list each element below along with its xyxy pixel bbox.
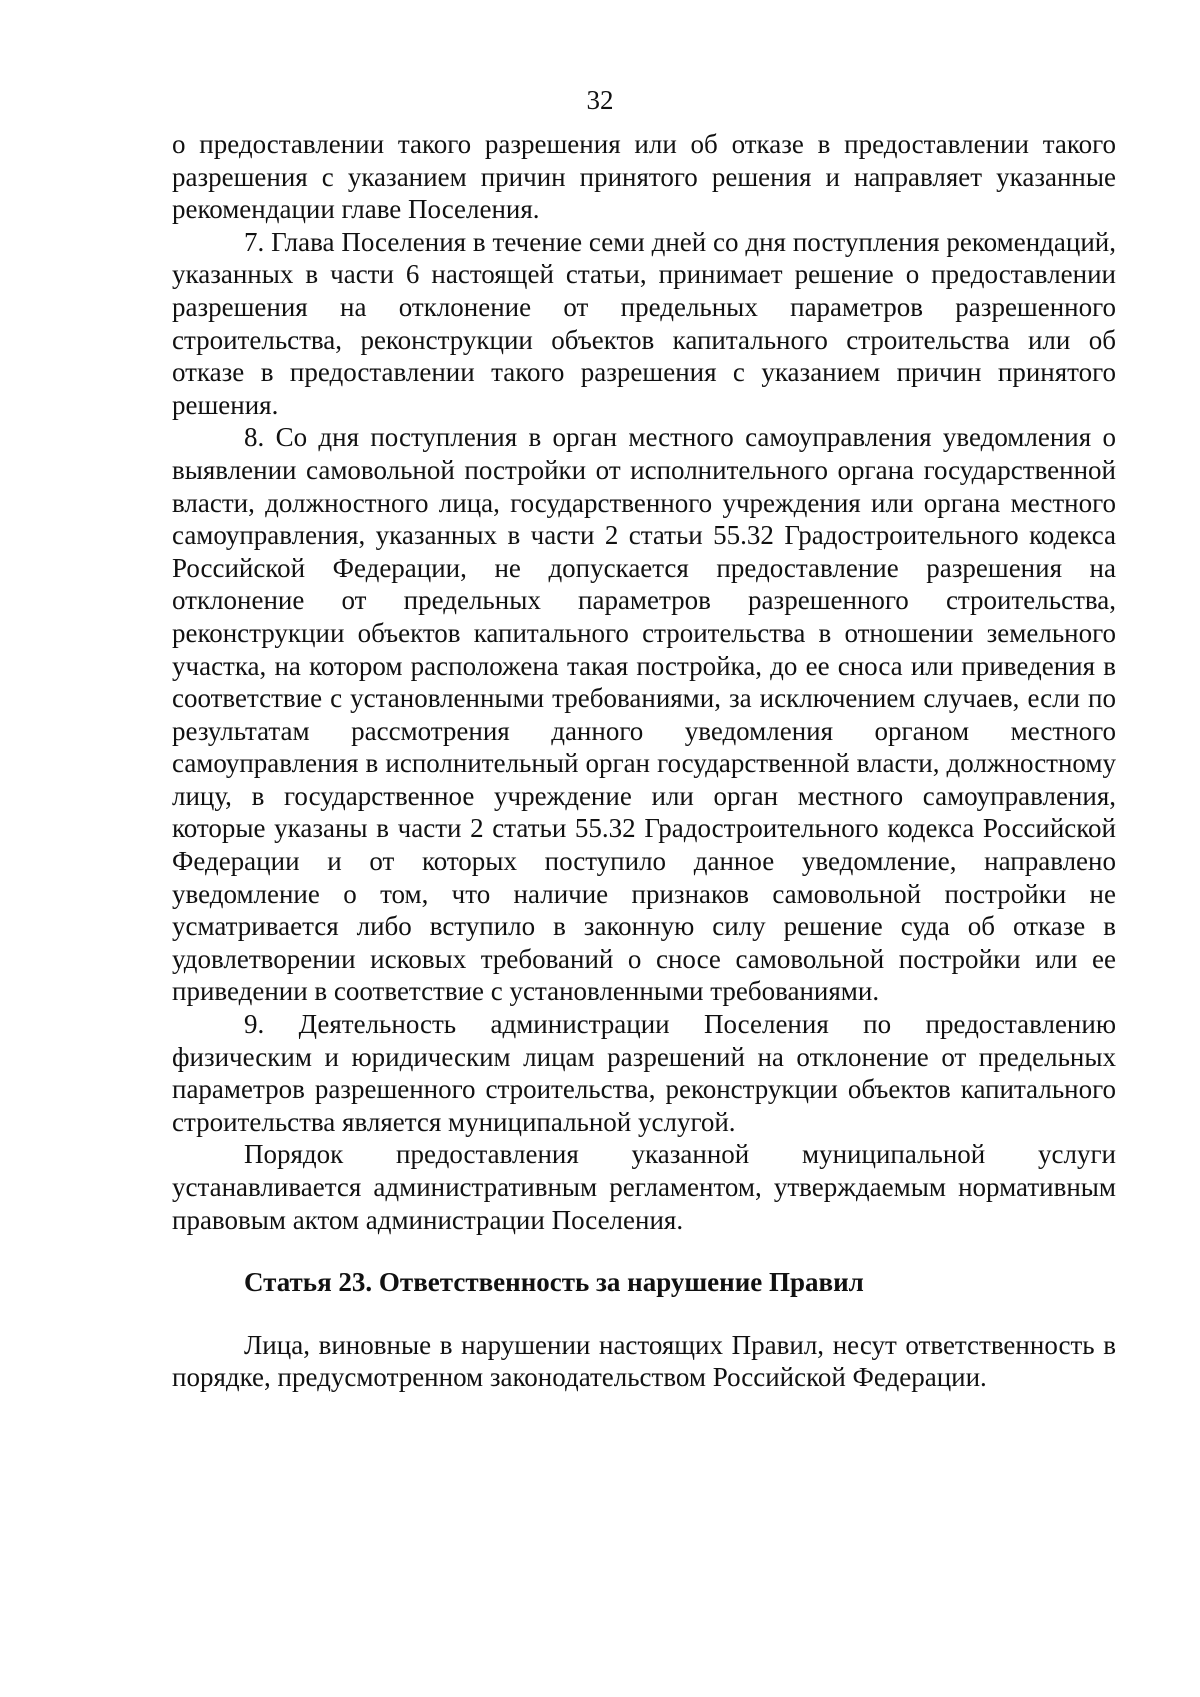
- article-23-heading: Статья 23. Ответственность за нарушение Правил: [244, 1267, 864, 1298]
- paragraph-continuation: о предоставлении такого разрешения или об отказе в предоставлении такого разрешения с указанием причин принятого решения и направляет указанные рекомендации главе Поселения.: [172, 129, 1116, 225]
- paragraph-9: 9. Деятельность администрации Поселения по предоставлению физическим и юридическим лицам разрешений на отклонение от предельных параметров разрешенного строительства, реконструкции объектов капитального строительства является муниципальной услугой.: [172, 1009, 1116, 1137]
- paragraph-7: 7. Глава Поселения в течение семи дней со дня поступления рекомендаций, указанных в части 6 настоящей статьи, принимает решение о предоставлении разрешения на отклонение от предельных параметров разрешенного строительства, реконструкции объектов капитального строительства или об отказе в предоставлении такого разрешения с указанием причин принятого решения.: [172, 226, 1116, 420]
- document-body: [172, 128, 1116, 1394]
- paragraph-8: 8. Со дня поступления в орган местного самоуправления уведомления о выявлении самовольной постройки от исполнительного органа государственной власти, должностного лица, государственного учреждения или органа местного самоуправления, указанных в части 2 статьи 55.32 Градостроительного кодекса Российской Федерации, не допускается предоставление разрешения на отклонение от предельных параметров разрешенного строительства, реконструкции объектов капитального строительства в отношении земельного участка, на котором расположена такая постройка, до ее сноса или приведения в соответствие с установленными требованиями, за исключением случаев, если по результатам рассмотрения данного уведомления органом местного самоуправления в исполнительный орган государственной власти, должностному лицу, в государственное учреждение или орган местного самоуправления, которые указаны в части 2 статьи 55.32 Градостроительного кодекса Российской Федерации и от которых поступило данное уведомление, направлено уведомление о том, что наличие признаков самовольной постройки не усматривается либо вступило в законную силу решение суда об отказе в удовлетворении исковых требований о сносе самовольной постройки или ее приведении в соответствие с установленными требованиями.: [172, 422, 1116, 1007]
- page-number: 32: [586, 85, 614, 115]
- paragraph-procedure: Порядок предоставления указанной муниципальной услуги устанавливается административным регламентом, утверждаемым нормативным правовым актом администрации Поселения.: [172, 1139, 1116, 1235]
- article-23-text: Лица, виновные в нарушении настоящих Правил, несут ответственность в порядке, предусмотренном законодательством Российской Федерации.: [172, 1329, 1116, 1393]
